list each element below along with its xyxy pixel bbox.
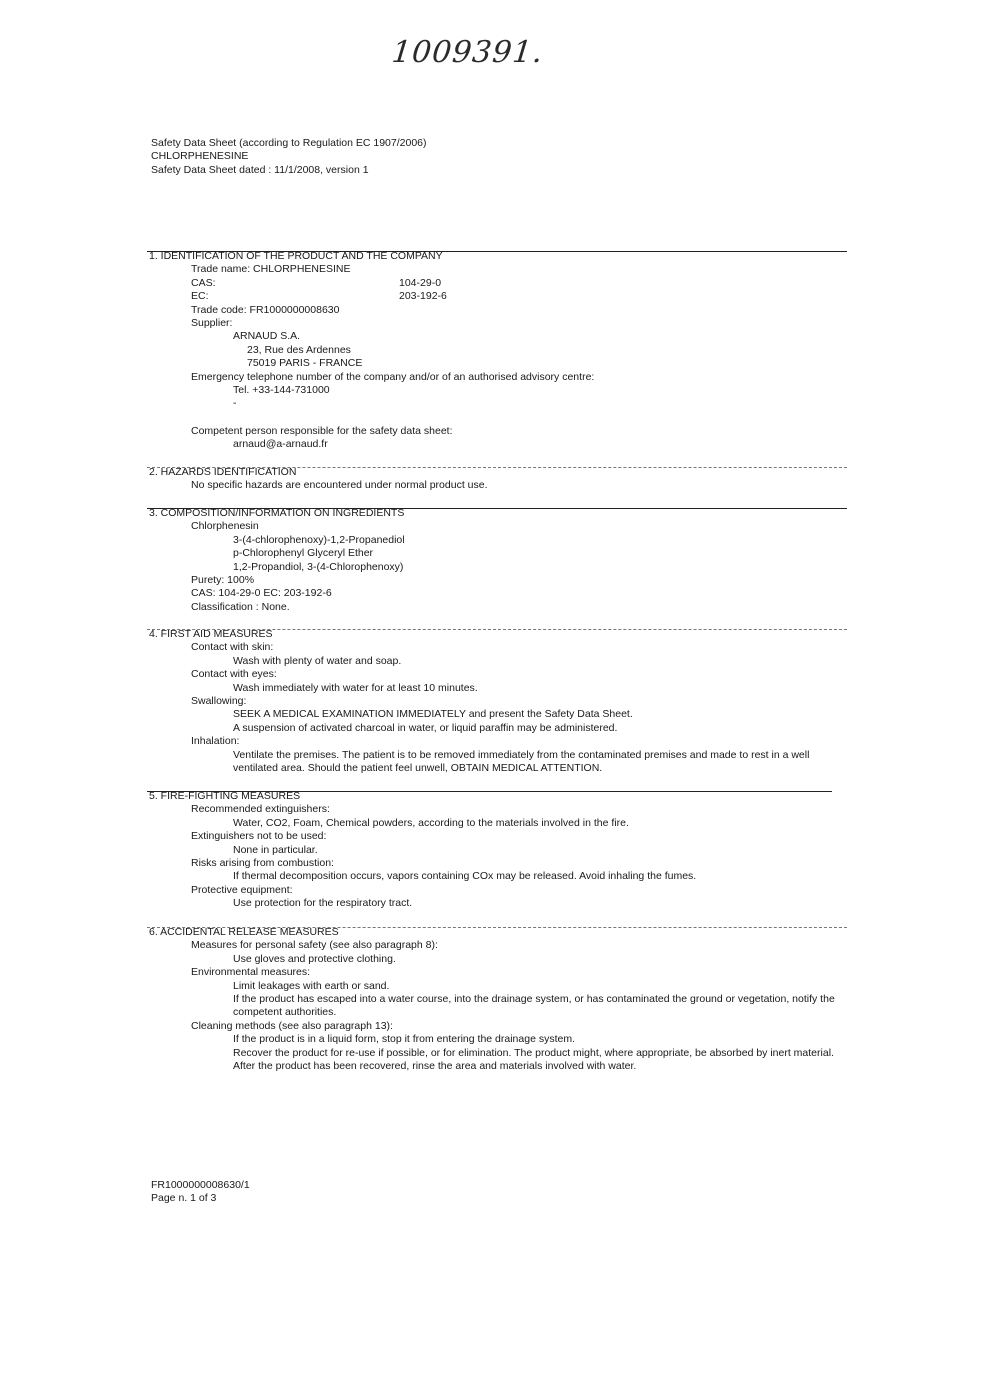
- section-4-title: 4. FIRST AID MEASURES: [149, 628, 273, 640]
- section-6-title: 6. ACCIDENTAL RELEASE MEASURES: [149, 926, 339, 938]
- item-text: SEEK A MEDICAL EXAMINATION IMMEDIATELY and present the Safety Data Sheet.: [233, 708, 633, 721]
- cas-value: 104-29-0: [399, 276, 442, 289]
- section-1-title: 1. IDENTIFICATION OF THE PRODUCT AND THE COMPANY: [149, 250, 443, 262]
- trade-name: Trade name: CHLORPHENESINE: [191, 263, 351, 276]
- item-text: If the product is in a liquid form, stop it from entering the drainage system.: [233, 1033, 575, 1046]
- cas-row: [147, 277, 847, 290]
- document-header: [151, 137, 427, 177]
- supplier-city: 75019 PARIS - FRANCE: [247, 357, 363, 370]
- supplier-label: Supplier:: [191, 317, 233, 330]
- section-composition: [147, 507, 847, 614]
- section-identification: [147, 250, 847, 452]
- emergency-dash: -: [233, 397, 237, 410]
- item-text: After the product has been recovered, rinse the area and materials involved with water.: [233, 1060, 637, 1073]
- handwritten-note: 1009391.: [390, 35, 546, 70]
- supplier-street: 23, Rue des Ardennes: [247, 343, 351, 356]
- competent-person-label: Competent person responsible for the safety data sheet:: [191, 424, 453, 437]
- ec-row: [147, 290, 847, 303]
- section-5-title: 5. FIRE-FIGHTING MEASURES: [149, 790, 301, 802]
- synonym: p-Chlorophenyl Glyceryl Ether: [233, 547, 374, 560]
- section-hazards: [147, 466, 847, 493]
- item-label: Contact with eyes:: [191, 668, 277, 681]
- item-label: Recommended extinguishers:: [191, 803, 330, 816]
- header-date-version: Safety Data Sheet dated : 11/1/2008, version 1: [151, 163, 369, 176]
- footer-code: FR1000000008630/1: [151, 1179, 250, 1191]
- section-fire-fighting: [147, 790, 847, 911]
- item-label: Extinguishers not to be used:: [191, 830, 327, 843]
- item-text: None in particular.: [233, 843, 318, 856]
- item-text: Use protection for the respiratory tract.: [233, 897, 413, 910]
- item-text: Limit leakages with earth or sand.: [233, 979, 390, 992]
- ec-label: EC:: [191, 290, 209, 303]
- section-3-title: 3. COMPOSITION/INFORMATION ON INGREDIENTS: [149, 507, 405, 519]
- item-label: Measures for personal safety (see also paragraph 8):: [191, 939, 438, 952]
- item-text: Water, CO2, Foam, Chemical powders, according to the materials involved in the fire.: [233, 816, 629, 829]
- item-text: Use gloves and protective clothing.: [233, 952, 396, 965]
- item-label: Risks arising from combustion:: [191, 857, 334, 870]
- item-label: Environmental measures:: [191, 966, 311, 979]
- section-2-title: 2. HAZARDS IDENTIFICATION: [149, 466, 297, 478]
- item-label: Inhalation:: [191, 735, 240, 748]
- item-label: Contact with skin:: [191, 641, 274, 654]
- supplier-name: ARNAUD S.A.: [233, 330, 301, 343]
- emergency-tel: Tel. +33-144-731000: [233, 384, 330, 397]
- item-text: Ventilate the premises. The patient is to be removed immediately from the contaminated premises and made to rest in a well ventilated area. Should the patient feel unwell, OBTAIN MEDICAL ATTENTION.: [233, 748, 810, 775]
- page-footer: [151, 1179, 250, 1206]
- synonym: 3-(4-chlorophenoxy)-1,2-Propanediol: [233, 533, 405, 546]
- item-text: Recover the product for re-use if possible, or for elimination. The product might, where appropriate, be absorbed by inert material.: [233, 1046, 834, 1059]
- purety: Purety: 100%: [191, 574, 255, 587]
- item-label: Cleaning methods (see also paragraph 13):: [191, 1019, 393, 1032]
- trade-code: Trade code: FR1000000008630: [191, 303, 340, 316]
- competent-person-email: arnaud@a-arnaud.fr: [233, 438, 328, 451]
- footer-page-number: Page n. 1 of 3: [151, 1192, 217, 1205]
- item-text: If thermal decomposition occurs, vapors containing COx may be released. Avoid inhaling the fumes.: [233, 870, 697, 883]
- item-label: Protective equipment:: [191, 883, 293, 896]
- item-text: Wash immediately with water for at least 10 minutes.: [233, 681, 478, 694]
- section-accidental-release: [147, 926, 847, 1073]
- item-text: If the product has escaped into a water course, into the drainage system, or has contaminated the ground or vegetation, notify the competent authorities.: [233, 993, 835, 1019]
- item-label: Swallowing:: [191, 695, 247, 708]
- header-product-name: CHLORPHENESINE: [151, 150, 249, 163]
- synonym: 1,2-Propandiol, 3-(4-Chlorophenoxy): [233, 560, 404, 573]
- header-regulation: Safety Data Sheet (according to Regulation EC 1907/2006): [151, 137, 427, 149]
- item-text: Wash with plenty of water and soap.: [233, 654, 402, 667]
- emergency-label: Emergency telephone number of the company and/or of an authorised advisory centre:: [191, 370, 595, 383]
- hazards-text: No specific hazards are encountered under normal product use.: [191, 479, 488, 492]
- classification: Classification : None.: [191, 600, 290, 613]
- cas-label: CAS:: [191, 276, 216, 289]
- section-first-aid: [147, 628, 847, 775]
- cas-ec: CAS: 104-29-0 EC: 203-192-6: [191, 587, 332, 600]
- ec-value: 203-192-6: [399, 290, 447, 303]
- item-text: A suspension of activated charcoal in water, or liquid paraffin may be administered.: [233, 721, 618, 734]
- ingredient-name: Chlorphenesin: [191, 520, 259, 533]
